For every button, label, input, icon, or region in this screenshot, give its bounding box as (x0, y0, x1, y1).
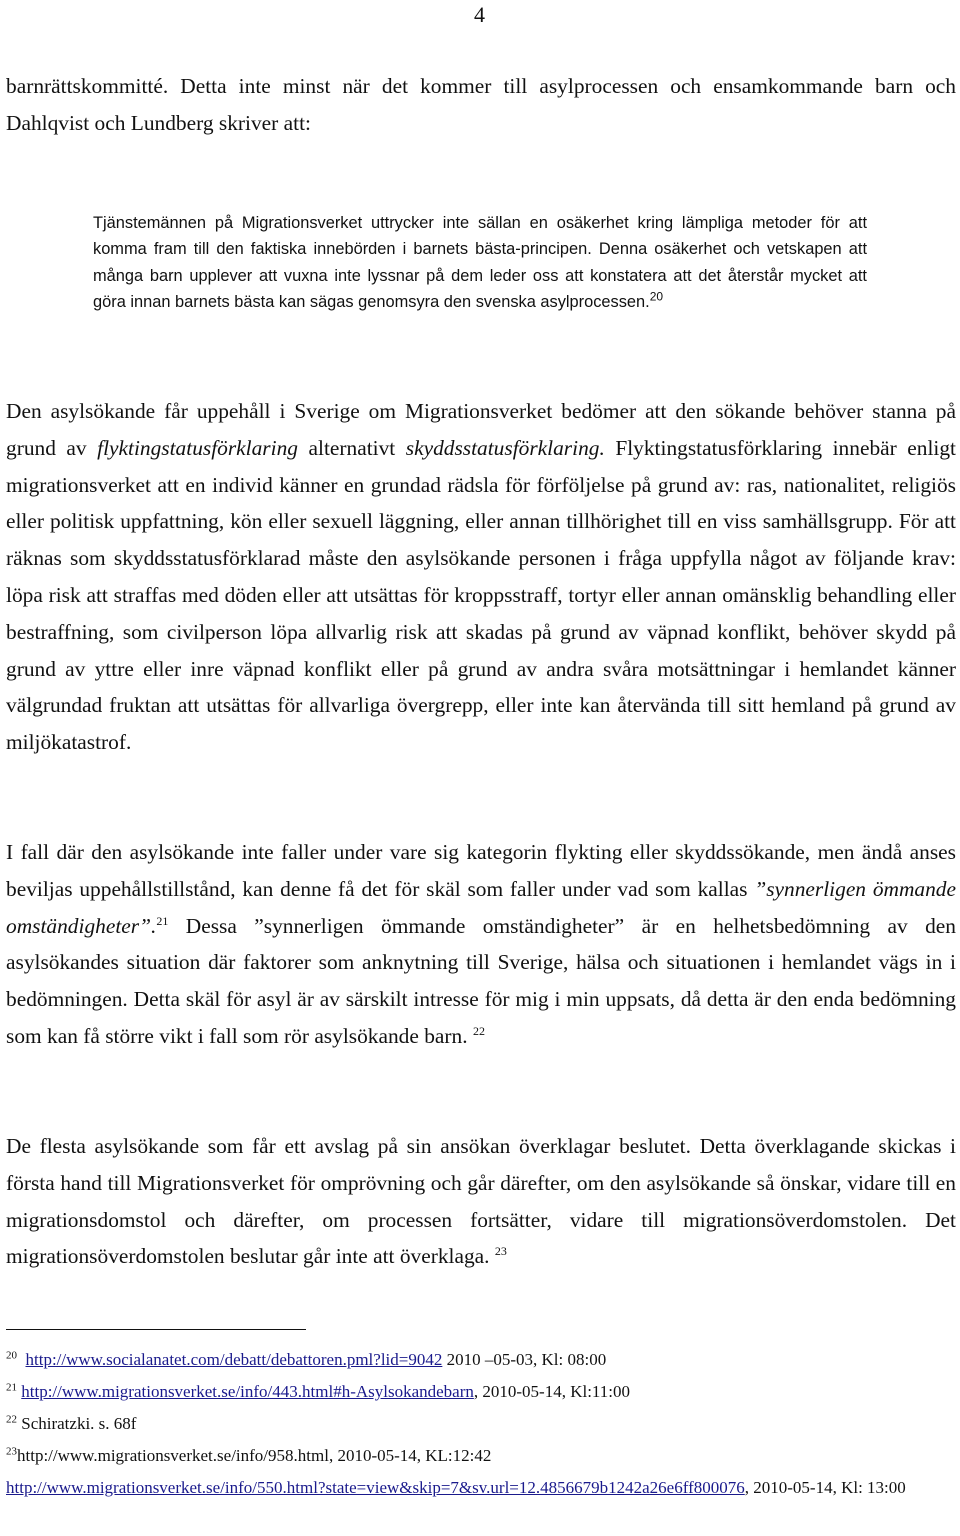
paragraph-asylum-grounds-text-a: Den asylsökande får uppehåll i Sverige om Migrationsverket bedömer att den sökande behöver stanna på grund av (6, 399, 956, 460)
footnote-23-cont (6, 1472, 956, 1504)
footnote-number: 20 (6, 1349, 17, 1362)
footnote-number: 21 (6, 1381, 17, 1394)
paragraph-intro (6, 68, 956, 142)
footnote-20 (6, 1344, 956, 1376)
footnotes (6, 1344, 956, 1504)
paragraph-special-circumstances (6, 834, 956, 1055)
block-quote-text: Tjänstemännen på Migrationsverket uttrycker inte sällan en osäkerhet kring lämpliga metoder för att komma fram till den faktiska innebörden i barnets bästa-principen. Denna osäkerhet och vetskapen att många barn upplever att vuxna inte lyssnar på dem leder oss att konstatera att det återstår mycket att göra innan barnets bästa kan sägas genomsyra den svenska asylprocessen. (93, 214, 867, 312)
footnote-23 (6, 1440, 956, 1472)
paragraph-asylum-grounds (6, 393, 956, 761)
footnote-link[interactable]: http://www.migrationsverket.se/info/443.html#h-Asylsokandebarn (21, 1382, 474, 1401)
footnote-text: Schiratzki. s. 68f (17, 1414, 137, 1433)
paragraph-appeals (6, 1128, 956, 1275)
footnote-text: , 2010-05-14, Kl:11:00 (473, 1382, 631, 1401)
paragraph-special-circumstances-text-a: I fall där den asylsökande inte faller under vare sig kategorin flykting eller skyddssökande, men ändå anses beviljas uppehållstillstånd, kan denne få det för skäl som faller under vad som kallas (6, 840, 956, 901)
footnote-22 (6, 1408, 956, 1440)
paragraph-asylum-grounds-text-b: alternativt (297, 435, 406, 460)
block-quote (93, 210, 867, 316)
term-skyddsstatus: skyddsstatusförklaring. (405, 435, 605, 460)
paragraph-appeals-text: De flesta asylsökande som får ett avslag på sin ansökan överklagar beslutet. Detta överklagande skickas i första hand till Migrationsverket för omprövning och går därefter, om den asylsökande så önskar, vidare till en migrationsdomstol och därefter, om processen fortsätter, vidare till migrationsöverdomstolen. Det migrationsöverdomstolen beslutar går inte att överklaga. (6, 1134, 956, 1269)
term-synnerligen: ”synnerligen ömmande omständigheter”. (6, 876, 956, 938)
footnote-text: http://www.migrationsverket.se/info/958.html, 2010-05-14, KL:12:42 (17, 1446, 492, 1465)
footnote-ref-21[interactable]: 21 (156, 913, 169, 928)
footnote-ref-20[interactable]: 20 (649, 289, 664, 304)
footnote-text: , 2010-05-14, Kl: 13:00 (744, 1478, 906, 1497)
footnote-link[interactable]: http://www.migrationsverket.se/info/550.html?state=view&skip=7&sv.url=12.4856679b1242a26e6ff800076 (6, 1478, 745, 1497)
footnote-ref-23[interactable]: 23 (494, 1244, 507, 1259)
footnote-ref-22[interactable]: 22 (472, 1023, 485, 1038)
page-number: 4 (474, 2, 485, 27)
footnote-link[interactable]: http://www.socialanatet.com/debatt/debattoren.pml?lid=9042 (25, 1350, 443, 1369)
footnote-number: 23 (6, 1445, 17, 1458)
term-flyktingstatus: flyktingstatusförklaring (97, 435, 298, 460)
footnote-text: 2010 –05-03, Kl: 08:00 (442, 1350, 607, 1369)
paragraph-asylum-grounds-text-c: Flyktingstatusförklaring innebär enligt migrationsverket att en individ känner en grundad rädsla för förföljelse på grund av: ras, nationalitet, religiös eller politisk uppfattning, kön eller sexuell läggning, eller annan tillhörighet till en viss samhällsgrupp. För att räknas som skyddsstatusförklarad måste den asylsökande personen i fråga uppfylla något av följande krav: löpa risk att straffas med döden eller att utsättas för kroppsstraff, tortyr eller annan omänsklig behandling eller bestraffning, som civilperson löpa allvarlig risk att skadas på grund av väpnad konflikt, behöver skydd på grund av yttre eller inre väpnad konflikt eller på grund av andra svåra motsättningar i hemlandet känner välgrundad fruktan att utsättas för allvarliga övergrepp, eller inte kan återvända till sitt hemland på grund av miljökatastrof. (6, 435, 956, 755)
footnote-21 (6, 1376, 956, 1408)
paragraph-intro-text: barnrättskommitté. Detta inte minst när det kommer till asylprocessen och ensamkommande barn och Dahlqvist och Lundberg skriver att: (6, 74, 956, 135)
paragraph-special-circumstances-text-b: Dessa ”synnerligen ömmande omständigheter” är en helhetsbedömning av den asylsökandes situation där faktorer som anknytning till Sverige, hälsa och situationen i hemlandet vägs in i bedömningen. Detta skäl för asyl är av särskilt intresse för mig i min uppsats, då detta är den enda bedömning som kan få större vikt i fall som rör asylsökande barn. (6, 913, 956, 1048)
footnote-number: 22 (6, 1413, 17, 1426)
footnote-divider (6, 1329, 306, 1330)
